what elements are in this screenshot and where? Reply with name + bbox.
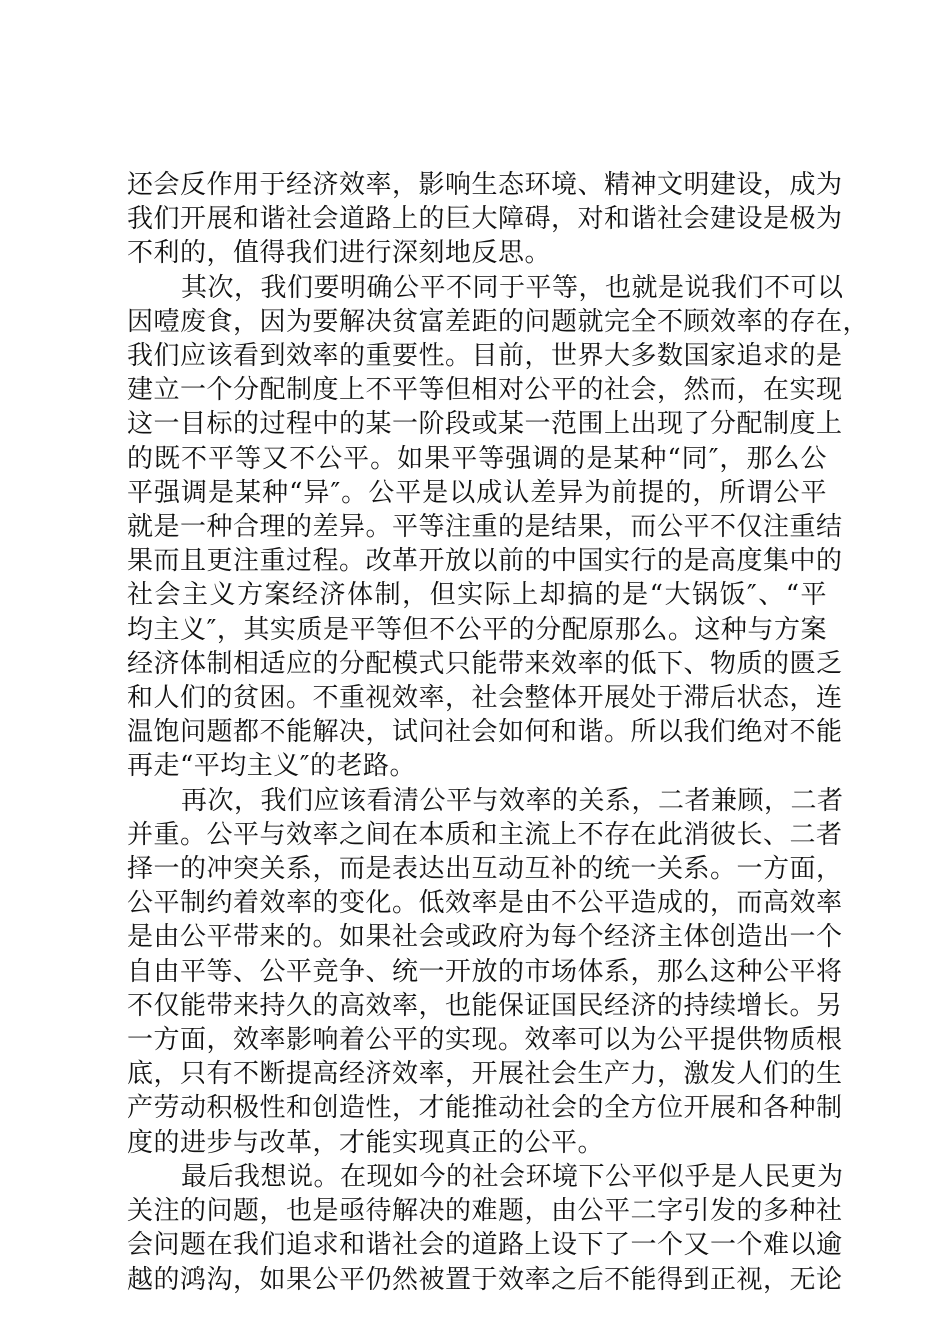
text-line: 温饱问题都不能解决，试问社会如何和谐。所以我们绝对不能 bbox=[127, 717, 843, 748]
text-line: 和人们的贫困。不重视效率，社会整体开展处于滞后状态，连 bbox=[127, 683, 843, 714]
paragraph-first-line: 再次，我们应该看清公平与效率的关系，二者兼顾，二者 bbox=[181, 785, 844, 816]
text-line: 这一目标的过程中的某一阶段或某一范围上出现了分配制度上 bbox=[127, 409, 843, 440]
paragraph-first-line: 其次，我们要明确公平不同于平等，也就是说我们不可以 bbox=[181, 272, 844, 303]
text-line: 是由公平带来的。如果社会或政府为每个经济主体创造出一个 bbox=[127, 922, 843, 953]
text-line: 我们应该看到效率的重要性。目前，世界大多数国家追求的是 bbox=[127, 341, 843, 372]
text-line: 果而且更注重过程。改革开放以前的中国实行的是高度集中的 bbox=[127, 546, 843, 577]
text-line: 就是一种合理的差异。平等注重的是结果，而公平不仅注重结 bbox=[127, 512, 843, 543]
text-line: 均主义″，其实质是平等但不公平的分配原那么。这种与方案 bbox=[127, 614, 827, 645]
text-line: 产劳动积极性和创造性，才能推动社会的全方位开展和各种制 bbox=[127, 1093, 843, 1124]
text-line: 的既不平等又不公平。如果平等强调的是某种“同″，那么公 bbox=[127, 443, 827, 474]
text-line: 越的鸿沟，如果公平仍然被置于效率之后不能得到正视，无论 bbox=[127, 1264, 843, 1295]
text-line: 度的进步与改革，才能实现真正的公平。 bbox=[127, 1127, 605, 1158]
text-line: 经济体制相适应的分配模式只能带来效率的低下、物质的匮乏 bbox=[127, 648, 843, 679]
text-line: 社会主义方案经济体制，但实际上却搞的是“大锅饭″、“平 bbox=[127, 580, 827, 611]
text-line: 建立一个分配制度上不平等但相对公平的社会，然而，在实现 bbox=[127, 375, 843, 406]
text-line: 不利的，值得我们进行深刻地反思。 bbox=[127, 238, 552, 269]
text-line: 平强调是某种“异″。公平是以成认差异为前提的，所谓公平 bbox=[127, 477, 827, 508]
text-line: 还会反作用于经济效率，影响生态环境、精神文明建设，成为 bbox=[127, 170, 843, 200]
text-line: 因噎废食，因为要解决贫富差距的问题就完全不顾效率的存在， bbox=[127, 306, 870, 337]
body-text bbox=[127, 168, 870, 1297]
text-line: 底，只有不断提高经济效率，开展社会生产力，激发人们的生 bbox=[127, 1059, 843, 1090]
text-line: 自由平等、公平竞争、统一开放的市场体系，那么这种公平将 bbox=[127, 956, 843, 987]
text-line: 择一的冲突关系，而是表达出互动互补的统一关系。一方面， bbox=[127, 854, 843, 885]
text-line: 会问题在我们追求和谐社会的道路上设下了一个又一个难以逾 bbox=[127, 1230, 843, 1261]
text-line: 并重。公平与效率之间在本质和主流上不存在此消彼长、二者 bbox=[127, 819, 843, 850]
text-line: 不仅能带来持久的高效率，也能保证国民经济的持续增长。另 bbox=[127, 990, 843, 1021]
paragraph-first-line: 最后我想说。在现如今的社会环境下公平似乎是人民更为 bbox=[181, 1161, 844, 1192]
text-line: 关注的问题，也是亟待解决的难题，由公平二字引发的多种社 bbox=[127, 1196, 843, 1227]
text-line: 公平制约着效率的变化。低效率是由不公平造成的，而高效率 bbox=[127, 888, 843, 919]
text-line: 一方面，效率影响着公平的实现。效率可以为公平提供物质根 bbox=[127, 1025, 843, 1056]
text-line: 再走“平均主义″的老路。 bbox=[127, 751, 417, 782]
text-line: 我们开展和谐社会道路上的巨大障碍，对和谐社会建设是极为 bbox=[127, 204, 843, 235]
